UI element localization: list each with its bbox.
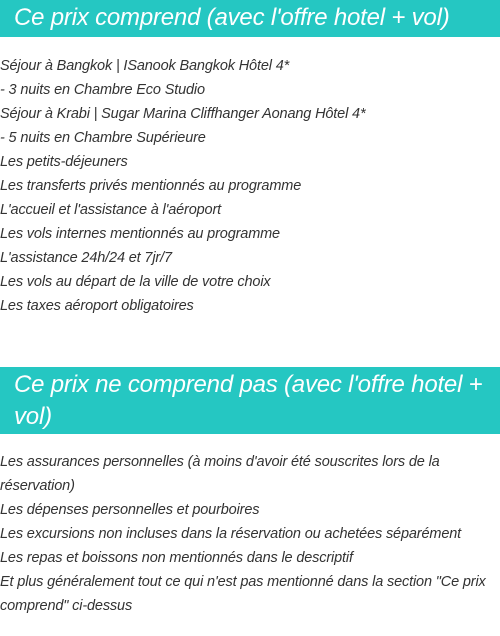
list-item: L'assistance 24h/24 et 7jr/7 — [0, 250, 172, 266]
list-item: Les taxes aéroport obligatoires — [0, 298, 194, 314]
list-item: Les transferts privés mentionnés au programme — [0, 178, 302, 194]
list-item: Les dépenses personnelles et pourboires — [0, 502, 260, 518]
list-item: - 5 nuits en Chambre Supérieure — [0, 130, 206, 146]
excludes-list — [0, 450, 500, 618]
list-item: Les petits-déjeuners — [0, 154, 128, 170]
list-item: Et plus généralement tout ce qui n'est pas mentionné dans la section "Ce prix comprend" ci-dessus — [0, 574, 486, 614]
list-item: Les assurances personnelles (à moins d'avoir été souscrites lors de la réservation) — [0, 454, 440, 494]
list-item: Les vols au départ de la ville de votre choix — [0, 274, 271, 290]
includes-title: Ce prix comprend (avec l'offre hotel + vol) — [0, 0, 500, 37]
list-item: Les vols internes mentionnés au programme — [0, 226, 280, 242]
excludes-title: Ce prix ne comprend pas (avec l'offre hotel + vol) — [0, 367, 500, 434]
list-item: Les repas et boissons non mentionnés dans le descriptif — [0, 550, 353, 566]
excludes-section — [0, 367, 500, 618]
list-item: Séjour à Krabi | Sugar Marina Cliffhanger Aonang Hôtel 4* — [0, 106, 366, 122]
list-item: L'accueil et l'assistance à l'aéroport — [0, 202, 222, 218]
section-spacer — [0, 318, 500, 367]
list-item: Séjour à Bangkok | ISanook Bangkok Hôtel 4* — [0, 58, 290, 74]
list-item: - 3 nuits en Chambre Eco Studio — [0, 82, 205, 98]
includes-list — [0, 54, 500, 318]
list-item: Les excursions non incluses dans la réservation ou achetées séparément — [0, 526, 462, 542]
